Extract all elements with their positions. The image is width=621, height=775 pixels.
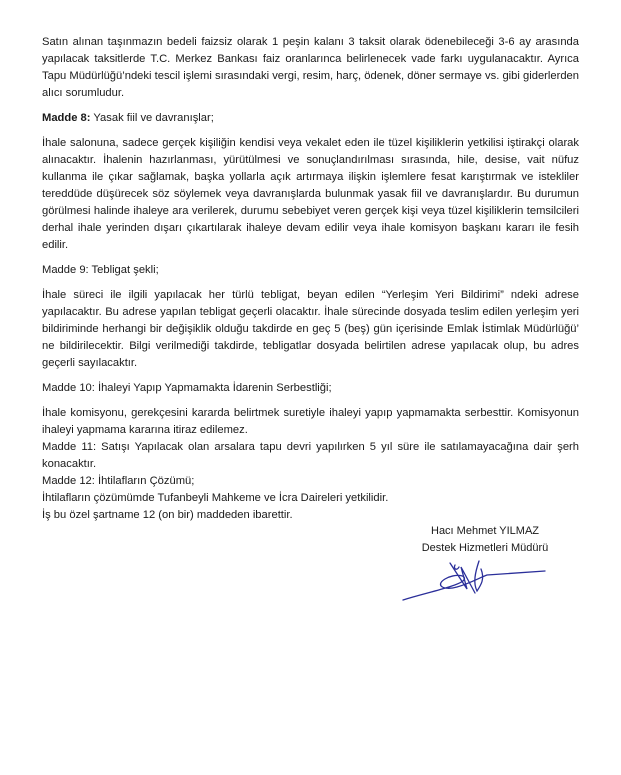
- madde-10-body: İhale komisyonu, gerekçesini kararda belirtmek suretiyle ihaleyi yapıp yapmamakta serbesttir. Komisyonun ihaleyi yapmama kararına itiraz edilemez.: [42, 407, 579, 436]
- handwritten-signature-icon: [395, 555, 555, 610]
- payment-terms-paragraph: Satın alınan taşınmazın bedeli faizsiz olarak 1 peşin kalanı 3 taksit olarak ödenebileceği 3-6 ay arasında yapılacak taksitlerde T.C. Merkez Bankası faiz oranlarınca belirlenecek vade farkı uygulanacaktır. Ayrıca Tapu Müdürlüğü’ndeki tescil işlemi sırasındaki vergi, resim, harç, ödenek, döner sermaye vs. gibi giderlerden alıcı sorumludur.: [42, 36, 579, 99]
- document-page: [42, 34, 579, 524]
- madde-8-body: İhale salonuna, sadece gerçek kişiliğin kendisi veya vekalet eden ile tüzel kişiliklerin yetkilisi iştirakçi olarak alınacaktır. İhalenin hazırlanması, yürütülmesi ve sonuçlandırılması sırasında, hile, desise, vait nüfuz kullanma ile çıkar sağlamak, başka yollarla açık artırmaya ilişkin işlemlere fesat karıştırmak ve istekliler tereddüde düşürecek söz söylemek veya davranışlarda bulunmak yasak fiil ve davranışlardır. Bu durumun görülmesi halinde ihaleye ara verilerek, durumu sebebiyet veren gerçek kişi veya tüzel kişiliklerin temsilcileri derhal ihale yerinden dışarı çıkartılarak ihaleye devam edilir veya ihale komisyon başkanı kararı ile fesih edilir.: [42, 137, 579, 251]
- madde-12-heading: Madde 12: İhtilafların Çözümü;: [42, 475, 195, 487]
- signatory-title: Destek Hizmetleri Müdürü: [421, 542, 549, 554]
- madde-11-body: Madde 11: Satışı Yapılacak olan arsalara tapu devri yapılırken 5 yıl süre ile satılamayacağına dair şerh konacaktır.: [42, 441, 579, 470]
- closing-statement: İş bu özel şartname 12 (on bir) maddeden ibarettir.: [42, 509, 293, 521]
- madde-12-body: İhtilafların çözümümde Tufanbeyli Mahkeme ve İcra Daireleri yetkilidir.: [42, 492, 389, 504]
- madde-9-body: İhale süreci ile ilgili yapılacak her türlü tebligat, beyan edilen “Yerleşim Yeri Bildirimi” ndeki adrese yapılacaktır. Bu adrese yapılan tebligat geçerli olacaktır. İhale sürecinde dosyada teslim edilen yerleşim yeri bildiriminde herhangi bir değişiklik olduğu takdirde en geç 5 (beş) gün içerisinde Emlak İstimlak Müdürlüğü’ ne bildirilecektir. Bilgi verilmediği takdirde, tebligatlar dosyada belirtilen adrese yapılacak olup, bu adres geçerli sayılacaktır.: [42, 289, 579, 369]
- signatory-name: Hacı Mehmet YILMAZ: [431, 525, 539, 537]
- madde-8-heading: [42, 110, 579, 127]
- madde-8-label: Madde 8:: [42, 112, 91, 124]
- madde-9-heading: Madde 9: Tebligat şekli;: [42, 264, 159, 276]
- signature-block: [400, 523, 570, 557]
- madde-10-heading: Madde 10: İhaleyi Yapıp Yapmamakta İdarenin Serbestliği;: [42, 382, 332, 394]
- madde-8-title: Yasak fiil ve davranışlar;: [90, 112, 214, 124]
